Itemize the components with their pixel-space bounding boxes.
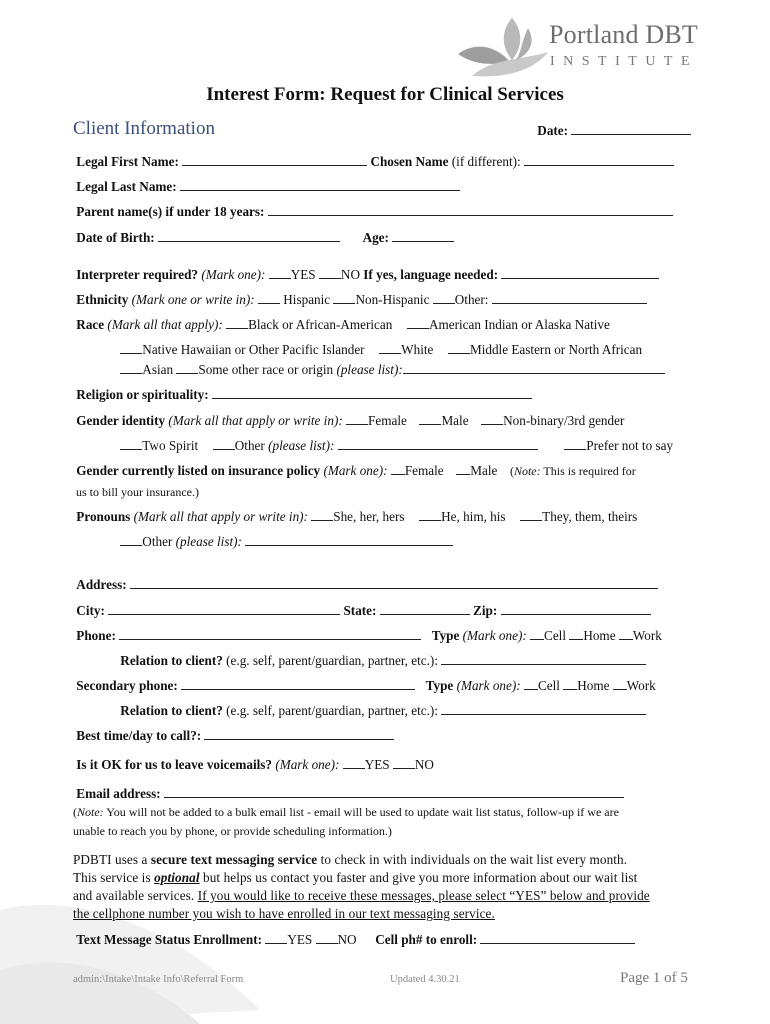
insurance-note-label: Note: [513, 464, 541, 478]
race-asian-label: Asian [142, 362, 174, 377]
sms-enroll-label: Text Message Status Enrollment: [76, 932, 263, 947]
race-other-blank[interactable] [176, 362, 198, 374]
insurance-note-cont: us to bill your insurance.) [76, 485, 199, 499]
interpreter-yes-blank[interactable] [269, 267, 291, 279]
sms-text-2b: optional [154, 870, 200, 885]
insurance-note: This is required for [543, 464, 636, 478]
race-mideast-blank[interactable] [448, 342, 470, 354]
ethnicity-other-blank[interactable] [433, 292, 455, 304]
secondary-work-label: Work [626, 678, 656, 693]
race-note: (Mark all that apply): [107, 317, 223, 332]
parent-names-label: Parent name(s) if under 18 years: [76, 204, 265, 219]
sms-text-2a: This service is [73, 870, 151, 885]
page-number: Page 1 of 5 [620, 970, 688, 986]
two-spirit-label: Two Spirit [142, 438, 199, 453]
gender-male-label: Male [441, 413, 469, 428]
secondary-phone-label: Secondary phone: [76, 678, 178, 693]
city-label: City: [76, 603, 105, 618]
race-white-blank[interactable] [379, 342, 401, 354]
two-spirit-blank[interactable] [120, 438, 142, 450]
sms-yes-blank[interactable] [265, 932, 287, 944]
footer-updated: Updated 4.30.21 [390, 974, 460, 985]
pronoun-other-note: (please list): [175, 534, 242, 549]
email-note-line1: You will not be added to a bulk email list - email will be used to update wait list status, follow-up if we are [106, 805, 619, 819]
relation-example: (e.g. self, parent/guardian, partner, etc.): [226, 653, 438, 668]
portland-dbt-logo [452, 14, 702, 84]
best-time-label: Best time/day to call?: [76, 728, 202, 743]
non-hispanic-blank[interactable] [333, 292, 355, 304]
voicemail-label: Is it OK for us to leave voicemails? [76, 757, 273, 772]
race-other-label: Some other race or origin [198, 362, 334, 377]
race-white-label: White [401, 342, 434, 357]
address-field[interactable] [130, 577, 658, 589]
race-other-field[interactable] [403, 362, 665, 374]
pronoun-she-label: She, her, hers [333, 509, 405, 524]
gender-other-label: Other [234, 438, 265, 453]
dob-field[interactable] [158, 230, 340, 242]
race-other-note: (please list): [336, 362, 403, 377]
phone-cell-label: Cell [544, 628, 567, 643]
secondary-relation-field[interactable] [441, 703, 646, 715]
pronouns-note: (Mark all that apply or write in): [133, 509, 308, 524]
email-note-line2: unable to reach you by phone, or provide scheduling information.) [73, 824, 392, 838]
pronoun-other-field[interactable] [245, 534, 453, 546]
parent-names-field[interactable] [268, 204, 673, 216]
phone-label: Phone: [76, 628, 116, 643]
phone-field[interactable] [119, 628, 421, 640]
cell-enroll-field[interactable] [480, 932, 635, 944]
non-hispanic-label: Non-Hispanic [355, 292, 430, 307]
insurance-female-label: Female [404, 463, 444, 478]
ethnicity-label: Ethnicity [76, 292, 129, 307]
legal-last-name-field[interactable] [180, 179, 460, 191]
prefer-not-blank[interactable] [564, 438, 586, 450]
phone-work-blank[interactable] [619, 628, 633, 640]
interpreter-yes-label: YES [290, 267, 316, 282]
lotus-icon [452, 14, 552, 80]
date-label: Date: [537, 123, 569, 138]
religion-field[interactable] [212, 387, 532, 399]
race-label: Race [76, 317, 105, 332]
voicemail-no-blank[interactable] [393, 757, 415, 769]
ethnicity-other-label: Other: [454, 292, 489, 307]
secondary-phone-field[interactable] [181, 678, 415, 690]
gender-other-blank[interactable] [213, 438, 235, 450]
section-heading: Client Information [73, 118, 215, 139]
sms-text-1b: secure text messaging service [150, 852, 318, 867]
zip-field[interactable] [501, 603, 651, 615]
sms-text-1a: PDBTI uses a [73, 852, 148, 867]
pronoun-other-blank[interactable] [120, 534, 142, 546]
chosen-name-note: (if different): [451, 154, 521, 169]
form-title: Interest Form: Request for Clinical Services [206, 84, 564, 105]
race-native-am-label: American Indian or Alaska Native [428, 317, 610, 332]
hispanic-label: Hispanic [283, 292, 331, 307]
voicemail-yes-label: YES [364, 757, 390, 772]
insurance-female-blank[interactable] [391, 463, 405, 475]
legal-last-name-label: Legal Last Name: [76, 179, 177, 194]
logo-name: Portland DBT [549, 20, 699, 49]
email-label: Email address: [76, 786, 161, 801]
gender-identity-note: (Mark all that apply or write in): [168, 413, 343, 428]
pronoun-they-label: They, them, theirs [542, 509, 638, 524]
race-hawaiian-label: Native Hawaiian or Other Pacific Islander [142, 342, 365, 357]
gender-other-field[interactable] [338, 438, 538, 450]
ethnicity-note: (Mark one or write in): [131, 292, 255, 307]
gender-other-note: (please list): [268, 438, 335, 453]
sms-no-blank[interactable] [316, 932, 338, 944]
email-note-label: Note: [77, 805, 104, 819]
voicemail-no-label: NO [414, 757, 434, 772]
sms-text-1c: to check in with individuals on the wait list every month. [320, 852, 628, 867]
insurance-male-blank[interactable] [456, 463, 470, 475]
race-hawaiian-blank[interactable] [120, 342, 142, 354]
gender-insurance-label: Gender currently listed on insurance policy [76, 463, 321, 478]
religion-label: Religion or spirituality: [76, 387, 209, 402]
cell-enroll-label: Cell ph# to enroll: [375, 932, 478, 947]
sms-no-label: NO [337, 932, 357, 947]
hispanic-blank[interactable] [258, 292, 280, 304]
sms-yes-label: YES [287, 932, 313, 947]
race-asian-blank[interactable] [120, 362, 142, 374]
gender-male-blank[interactable] [419, 413, 441, 425]
phone-type-label: Type [431, 628, 460, 643]
secondary-relation-example: (e.g. self, parent/guardian, partner, etc.): [226, 703, 438, 718]
chosen-name-label: Chosen Name [370, 154, 449, 169]
mark-one-note: (Mark one): [201, 267, 266, 282]
secondary-work-blank[interactable] [613, 678, 627, 690]
email-note: (Note: You will not be added to a bulk email list - email will be used to update wait list status, follow-up if we are unable to reach you by phone, or provide scheduling information.) [73, 805, 619, 838]
race-black-label: Black or African-American [248, 317, 393, 332]
gender-nonbinary-label: Non-binary/3rd gender [503, 413, 625, 428]
language-needed-label: If yes, language needed: [363, 267, 499, 282]
sms-paragraph [73, 851, 695, 923]
secondary-cell-label: Cell [537, 678, 560, 693]
date-field[interactable] [571, 123, 691, 135]
phone-type-note: (Mark one): [462, 628, 527, 643]
ethnicity-other-field[interactable] [492, 292, 647, 304]
state-field[interactable] [380, 603, 470, 615]
pronoun-they-blank[interactable] [520, 509, 542, 521]
gender-nonbinary-blank[interactable] [481, 413, 503, 425]
footer-path: admin:\Intake\Intake Info\Referral Form [73, 974, 244, 985]
logo-subtitle: INSTITUTE [550, 54, 699, 69]
voicemail-yes-blank[interactable] [343, 757, 365, 769]
phone-work-label: Work [632, 628, 662, 643]
city-field[interactable] [108, 603, 340, 615]
address-label: Address: [76, 577, 127, 592]
age-field[interactable] [392, 230, 454, 242]
legal-first-name-field[interactable] [182, 154, 367, 166]
secondary-cell-blank[interactable] [524, 678, 538, 690]
secondary-type-note: (Mark one): [456, 678, 521, 693]
secondary-home-label: Home [577, 678, 610, 693]
race-native-am-blank[interactable] [407, 317, 429, 329]
phone-home-blank[interactable] [569, 628, 583, 640]
relation-label: Relation to client? [120, 653, 223, 668]
chosen-name-field[interactable] [524, 154, 674, 166]
best-time-field[interactable] [204, 728, 394, 740]
sms-text-4: the cellphone number you wish to have enrolled in our text messaging service. [73, 906, 495, 921]
prefer-not-label: Prefer not to say [586, 438, 674, 453]
legal-first-name-label: Legal First Name: [76, 154, 179, 169]
interpreter-label: Interpreter required? [76, 267, 199, 282]
race-black-blank[interactable] [226, 317, 248, 329]
sms-text-2c: but helps us contact you faster and give you more information about our wait list [203, 870, 638, 885]
gender-identity-label: Gender identity [76, 413, 166, 428]
pronoun-he-label: He, him, his [441, 509, 506, 524]
gender-female-label: Female [368, 413, 407, 428]
pronouns-label: Pronouns [76, 509, 131, 524]
pronoun-she-blank[interactable] [311, 509, 333, 521]
sms-text-3b: If you would like to receive these messages, please select “YES” below and provide [197, 888, 650, 903]
secondary-relation-label: Relation to client? [120, 703, 223, 718]
age-label: Age: [362, 230, 389, 245]
relation-field[interactable] [441, 653, 646, 665]
voicemail-note: (Mark one): [275, 757, 340, 772]
gender-female-blank[interactable] [346, 413, 368, 425]
zip-label: Zip: [473, 603, 498, 618]
secondary-type-label: Type [425, 678, 454, 693]
dob-label: Date of Birth: [76, 230, 155, 245]
interpreter-no-label: NO [340, 267, 360, 282]
gender-insurance-mark-one: (Mark one): [323, 463, 388, 478]
language-needed-field[interactable] [501, 267, 659, 279]
race-mideast-label: Middle Eastern or North African [469, 342, 643, 357]
secondary-home-blank[interactable] [563, 678, 577, 690]
email-field[interactable] [164, 786, 624, 798]
pronoun-other-label: Other [142, 534, 173, 549]
pronoun-he-blank[interactable] [419, 509, 441, 521]
state-label: State: [343, 603, 377, 618]
insurance-male-label: Male [470, 463, 498, 478]
sms-text-3a: and available services. [73, 888, 195, 903]
phone-home-label: Home [583, 628, 616, 643]
interpreter-no-blank[interactable] [319, 267, 341, 279]
phone-cell-blank[interactable] [530, 628, 544, 640]
